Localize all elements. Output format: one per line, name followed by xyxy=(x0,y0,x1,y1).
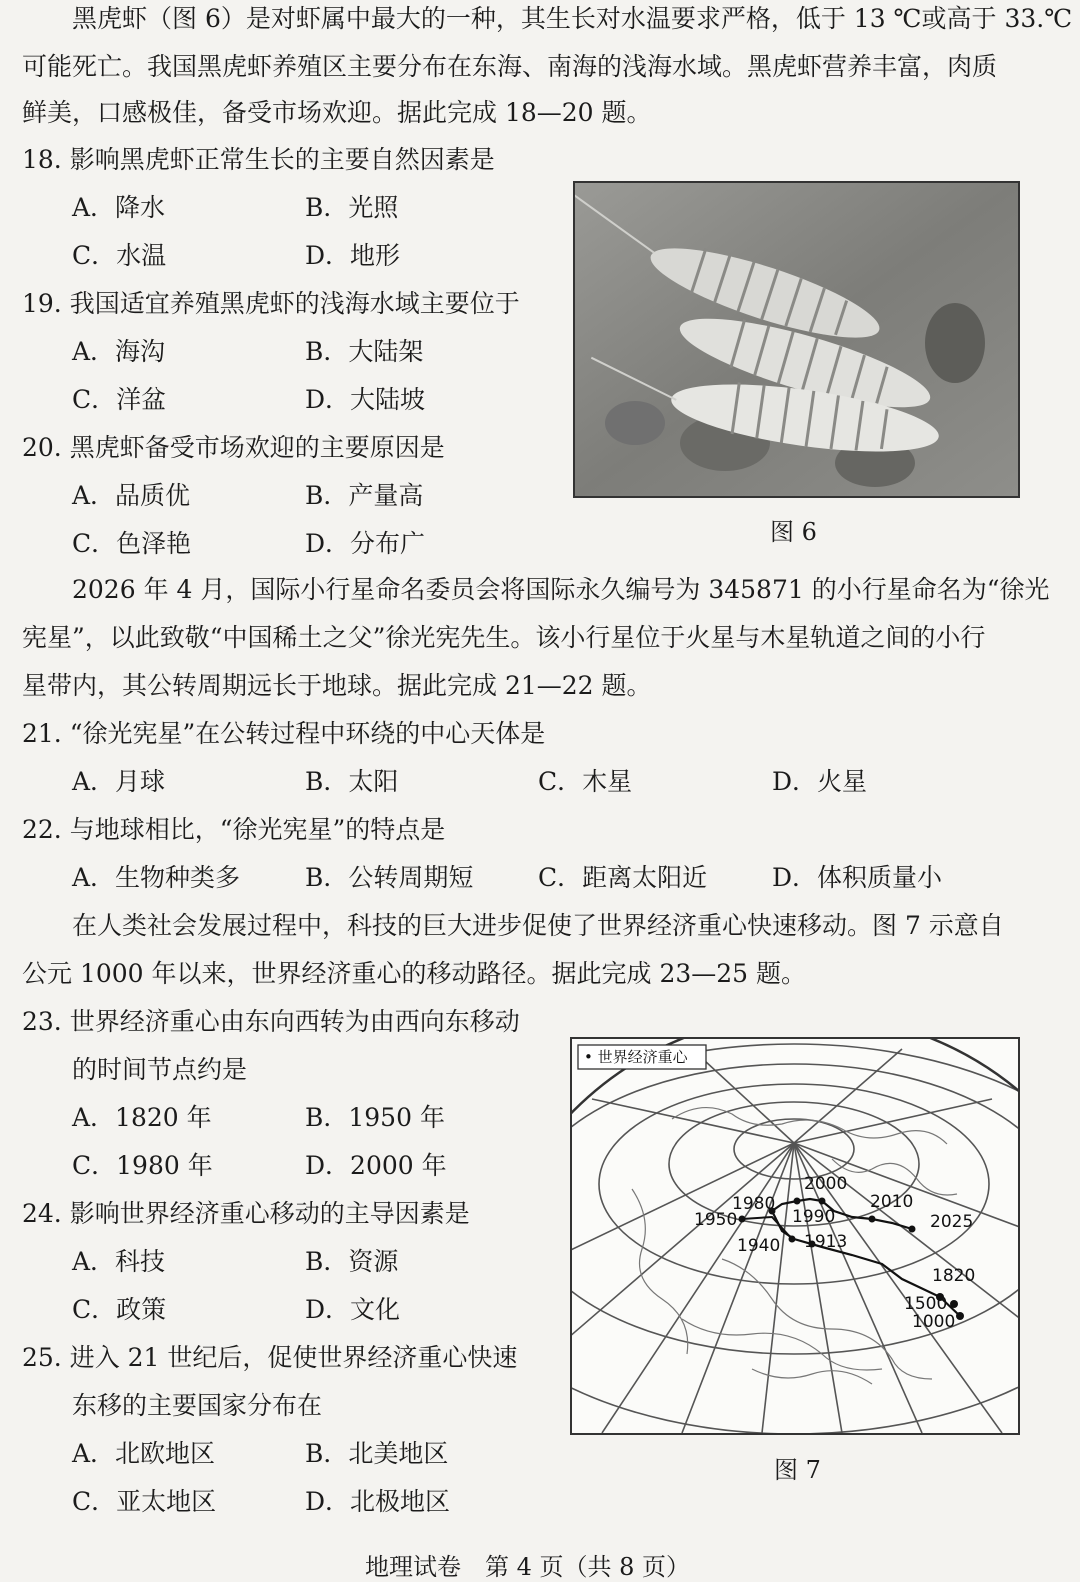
question-18-option-d: D．地形 xyxy=(305,241,401,270)
figure-7-caption: 图 7 xyxy=(774,1456,821,1484)
question-23-stem-line2: 的时间节点约是 xyxy=(72,1055,248,1084)
passage-18-20-line3: 鲜美，口感极佳，备受市场欢迎。据此完成 18—20 题。 xyxy=(22,98,652,127)
shrimp-illustration xyxy=(575,183,1018,496)
figure-7-globe-map xyxy=(570,1037,1020,1435)
question-25-option-b: B．北美地区 xyxy=(305,1439,449,1468)
question-25-stem-line2: 东移的主要国家分布在 xyxy=(72,1391,323,1420)
question-21-option-a: A．月球 xyxy=(72,767,166,796)
question-18-option-a: A．降水 xyxy=(72,193,166,222)
year-label-1913: 1913 xyxy=(804,1232,848,1252)
question-24-option-a: A．科技 xyxy=(72,1247,166,1276)
question-21-stem: 21. “徐光宪星”在公转过程中环绕的中心天体是 xyxy=(22,719,546,748)
question-24-option-c: C．政策 xyxy=(72,1295,167,1324)
question-19-option-b: B．大陆架 xyxy=(305,337,424,366)
passage-21-22-line3: 星带内，其公转周期远长于地球。据此完成 21—22 题。 xyxy=(22,671,652,700)
question-25-option-a: A．北欧地区 xyxy=(72,1439,216,1468)
question-24-stem: 24. 影响世界经济重心移动的主导因素是 xyxy=(22,1199,470,1228)
passage-23-25-line2: 公元 1000 年以来，世界经济重心的移动路径。据此完成 23—25 题。 xyxy=(22,959,807,988)
question-22-option-a: A．生物种类多 xyxy=(72,863,241,892)
question-25-stem-line1: 25. 进入 21 世纪后，促使世界经济重心快速 xyxy=(22,1343,518,1372)
question-22-option-d: D．体积质量小 xyxy=(772,863,943,892)
question-24-option-d: D．文化 xyxy=(305,1295,401,1324)
question-18-option-b: B．光照 xyxy=(305,193,399,222)
question-23-stem-line1: 23. 世界经济重心由东向西转为由西向东移动 xyxy=(22,1007,520,1036)
question-20-option-d: D．分布广 xyxy=(305,529,426,558)
question-24-option-b: B．资源 xyxy=(305,1247,399,1276)
question-20-option-c: C．色泽艳 xyxy=(72,529,192,558)
question-19-option-d: D．大陆坡 xyxy=(305,385,426,414)
passage-18-20-line1: 黑虎虾（图 6）是对虾属中最大的一种，其生长对水温要求严格，低于 13 ℃或高于 33.℃ xyxy=(72,4,1073,33)
year-label-1980: 1980 xyxy=(732,1194,776,1214)
question-19-option-a: A．海沟 xyxy=(72,337,166,366)
year-label-2000: 2000 xyxy=(804,1174,848,1194)
question-22-stem: 22. 与地球相比，“徐光宪星”的特点是 xyxy=(22,815,446,844)
question-20-option-a: A．品质优 xyxy=(72,481,191,510)
question-23-option-c: C．1980 年 xyxy=(72,1151,213,1180)
question-22-option-b: B．公转周期短 xyxy=(305,863,474,892)
globe-map-illustration xyxy=(572,1039,1018,1433)
year-label-1500: 1500 xyxy=(904,1294,948,1314)
question-18-stem: 18. 影响黑虎虾正常生长的主要自然因素是 xyxy=(22,145,495,174)
passage-21-22-line2: 宪星”，以此致敬“中国稀土之父”徐光宪先生。该小行星位于火星与木星轨道之间的小行 xyxy=(22,623,986,652)
question-22-option-c: C．距离太阳近 xyxy=(538,863,708,892)
question-19-stem: 19. 我国适宜养殖黑虎虾的浅海水域主要位于 xyxy=(22,289,520,318)
question-19-option-c: C．洋盆 xyxy=(72,385,167,414)
question-21-option-d: D．火星 xyxy=(772,767,868,796)
question-23-option-d: D．2000 年 xyxy=(305,1151,447,1180)
year-label-1940: 1940 xyxy=(737,1236,781,1256)
question-20-stem: 20. 黑虎虾备受市场欢迎的主要原因是 xyxy=(22,433,445,462)
year-label-1950: 1950 xyxy=(694,1210,738,1230)
passage-21-22-line1: 2026 年 4 月，国际小行星命名委员会将国际永久编号为 345871 的小行星命名为“徐光 xyxy=(72,575,1050,604)
year-label-1000: 1000 xyxy=(912,1312,956,1332)
figure-6-shrimp-photo xyxy=(573,181,1020,498)
passage-18-20-line2: 可能死亡。我国黑虎虾养殖区主要分布在东海、南海的浅海水域。黑虎虾营养丰富，肉质 xyxy=(22,52,998,81)
year-label-2010: 2010 xyxy=(870,1192,914,1212)
page-footer: 地理试卷 第 4 页（共 8 页） xyxy=(365,1553,691,1581)
passage-23-25-line1: 在人类社会发展过程中，科技的巨大进步促使了世界经济重心快速移动。图 7 示意自 xyxy=(72,911,1004,940)
question-21-option-c: C．木星 xyxy=(538,767,633,796)
figure-6-caption: 图 6 xyxy=(770,518,817,546)
question-25-option-c: C．亚太地区 xyxy=(72,1487,217,1516)
figure-7-legend: • 世界经济重心 xyxy=(584,1048,688,1066)
question-25-option-d: D．北极地区 xyxy=(305,1487,451,1516)
year-label-1820: 1820 xyxy=(932,1266,976,1286)
year-label-2025: 2025 xyxy=(930,1212,974,1232)
question-18-option-c: C．水温 xyxy=(72,241,167,270)
question-20-option-b: B．产量高 xyxy=(305,481,424,510)
question-23-option-b: B．1950 年 xyxy=(305,1103,445,1132)
year-label-1990: 1990 xyxy=(792,1207,836,1227)
question-21-option-b: B．太阳 xyxy=(305,767,399,796)
question-23-option-a: A．1820 年 xyxy=(72,1103,212,1132)
